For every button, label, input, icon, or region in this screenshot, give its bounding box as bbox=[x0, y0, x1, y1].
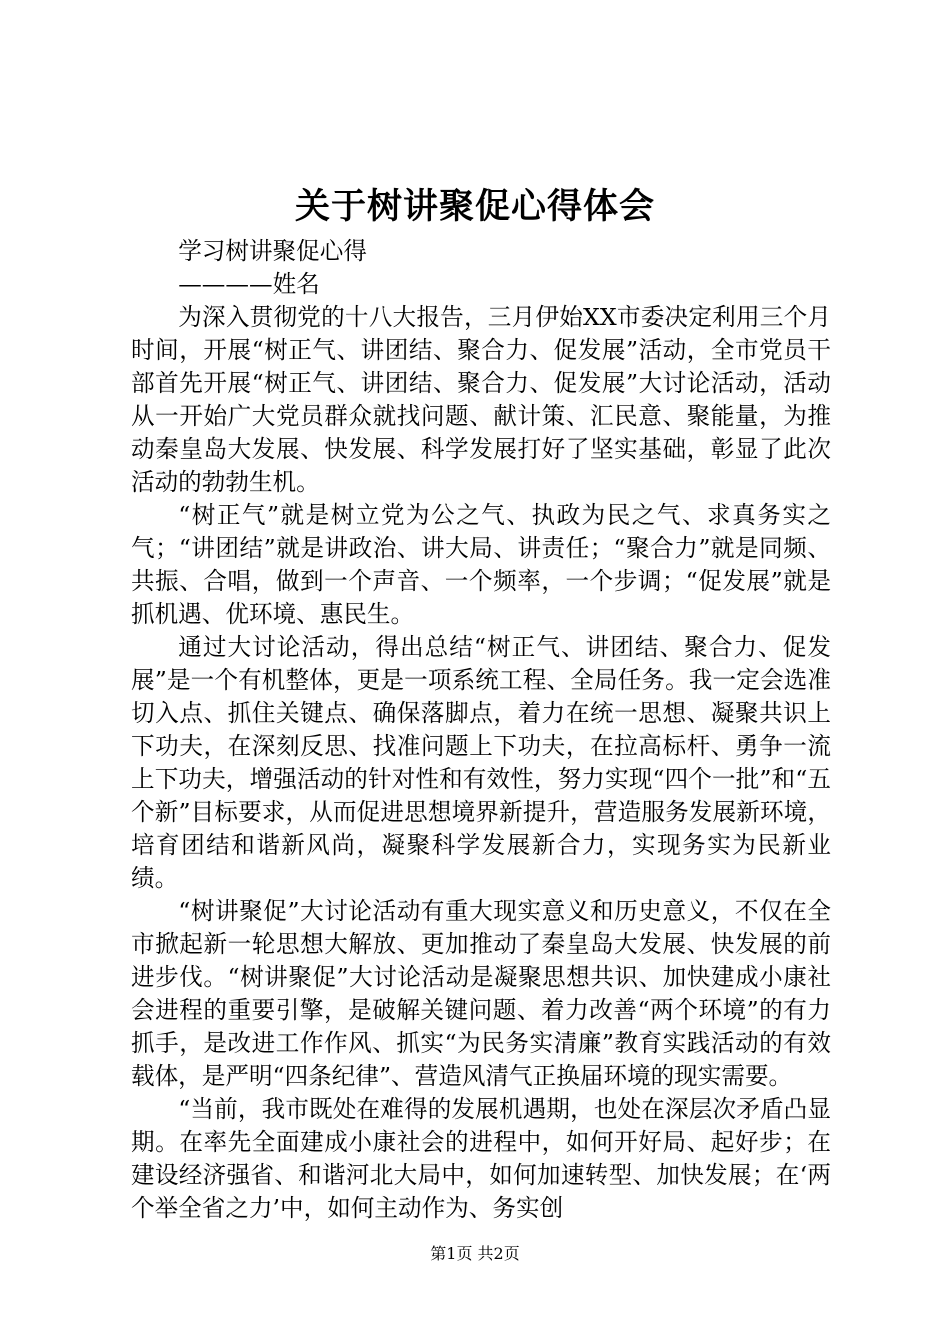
paragraph: 通过大讨论活动，得出总结“树正气、讲团结、聚合力、促发展”是一个有机整体，更是一项系统工程、全局任务。我一定会选准切入点、抓住关键点、确保落脚点，着力在统一思想、凝聚共识上下功夫，在深刻反思、找准问题上下功夫，在拉高标杆、勇争一流上下功夫，增强活动的针对性和有效性，努力实现“四个一批”和“五个新”目标要求，从而促进思想境界新提升，营造服务发展新环境，培育团结和谐新风尚，凝聚科学发展新合力，实现务实为民新业绩。 bbox=[131, 633, 831, 892]
page-number-footer: 第1页 共2页 bbox=[430, 1244, 520, 1263]
paragraph: 为深入贯彻党的十八大报告，三月伊始XX市委决定利用三个月时间，开展“树正气、讲团结、聚合力、促发展”活动，全市党员干部首先开展“树正气、讲团结、聚合力、促发展”大讨论活动，活动从一开始广大党员群众就找问题、献计策、汇民意、聚能量，为推动秦皇岛大发展、快发展、科学发展打好了坚实基础，彰显了此次活动的勃勃生机。 bbox=[131, 303, 831, 496]
subtitle: 学习树讲聚促心得 bbox=[178, 237, 367, 265]
author-line: ————姓名 bbox=[178, 270, 320, 298]
paragraph: “当前，我市既处在难得的发展机遇期，也处在深层次矛盾凸显期。在率先全面建成小康社会的进程中，如何开好局、起好步；在建设经济强省、和谐河北大局中，如何加速转型、加快发展；在‘两个举全省之力’中，如何主动作为、务实创 bbox=[131, 1095, 831, 1222]
document-body bbox=[131, 235, 831, 1225]
paragraph: “树讲聚促”大讨论活动有重大现实意义和历史意义，不仅在全市掀起新一轮思想大解放、更加推动了秦皇岛大发展、快发展的前进步伐。“树讲聚促”大讨论活动是凝聚思想共识、加快建成小康社会进程的重要引擎，是破解关键问题、着力改善“两个环境”的有力抓手，是改进工作作风、抓实“为民务实清廉”教育实践活动的有效载体，是严明“四条纪律”、营造风清气正换届环境的现实需要。 bbox=[131, 897, 831, 1090]
paragraph: “树正气”就是树立党为公之气、执政为民之气、求真务实之气；“讲团结”就是讲政治、讲大局、讲责任；“聚合力”就是同频、共振、合唱，做到一个声音、一个频率，一个步调；“促发展”就是抓机遇、优环境、惠民生。 bbox=[131, 501, 831, 628]
document-title: 关于树讲聚促心得体会 bbox=[294, 186, 655, 227]
